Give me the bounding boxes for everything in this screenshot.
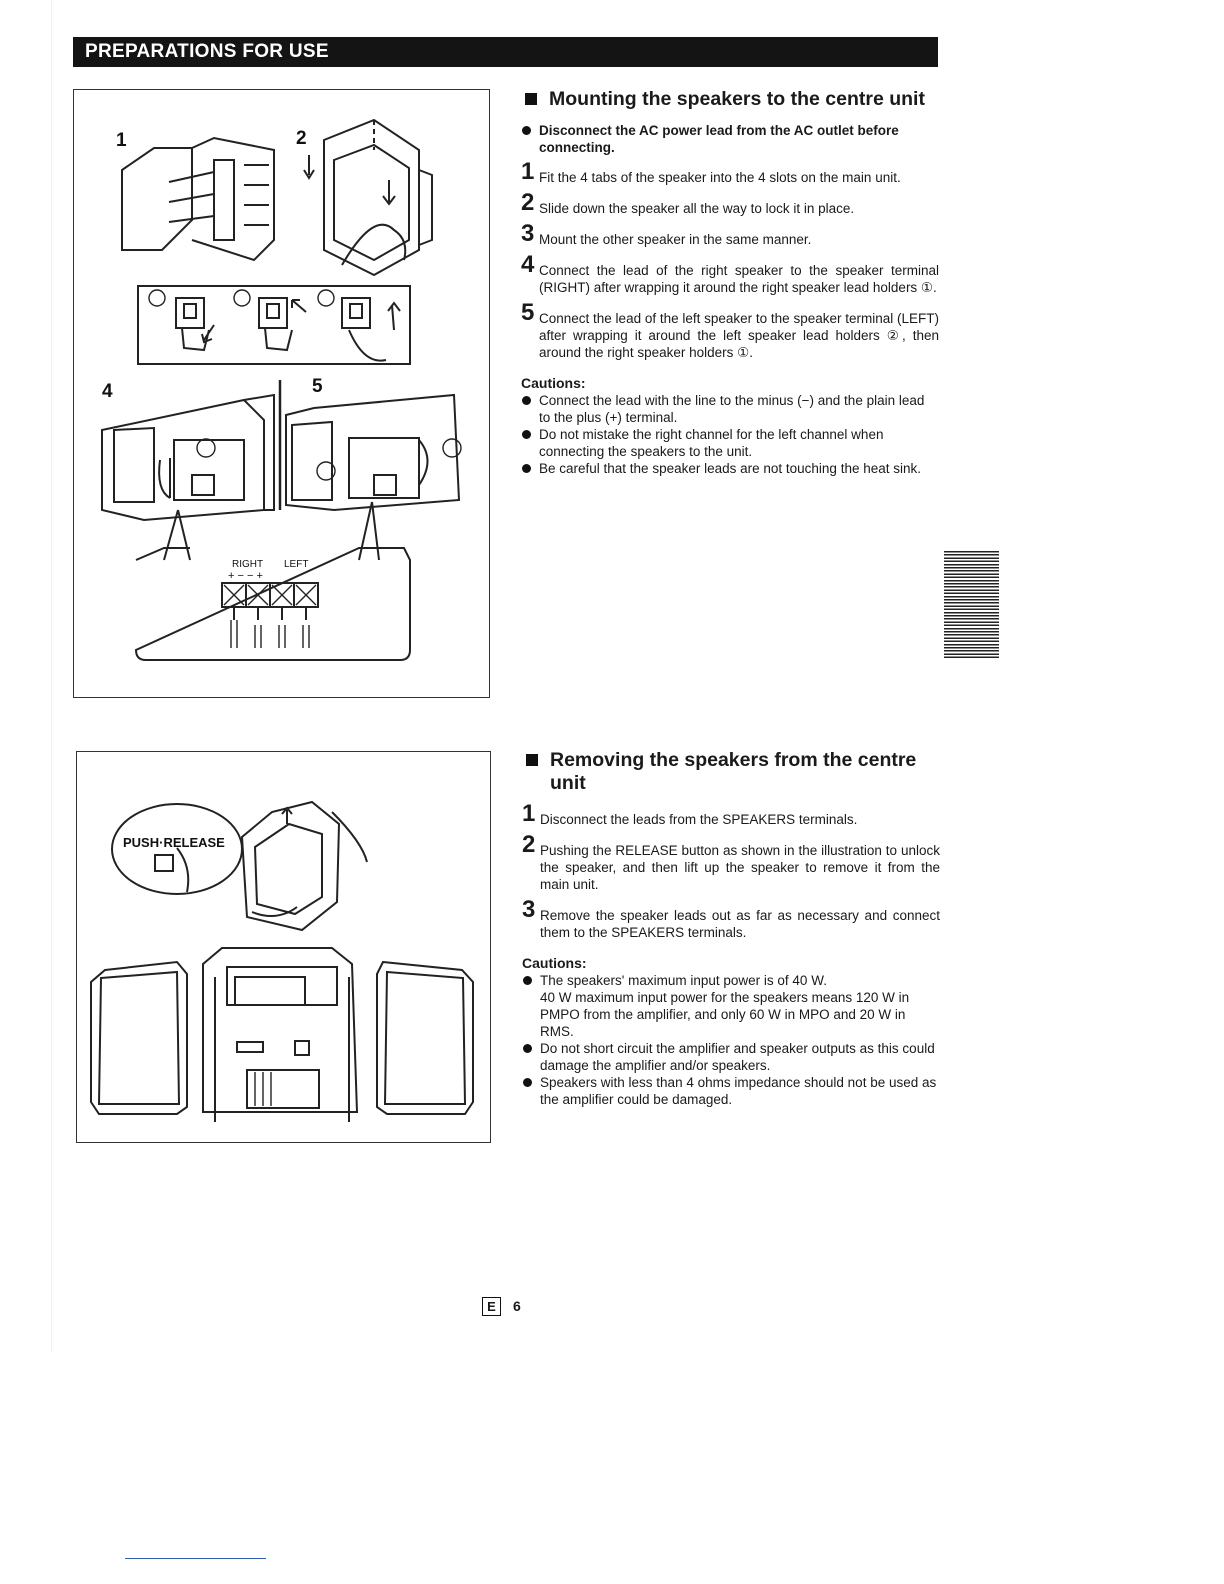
step-text: Connect the lead of the right speaker to the speaker terminal (RIGHT) after wrapping it around the right speaker lead holders ①. — [539, 263, 939, 295]
step-number: 5 — [521, 299, 535, 326]
removing-title-text: Removing the speakers from the centre unit — [550, 749, 917, 794]
power-warning — [521, 122, 939, 156]
down-arrow — [383, 180, 395, 204]
section-header-bar — [73, 37, 938, 67]
step-text: Slide down the speaker all the way to lock it in place. — [539, 201, 855, 216]
mounting-step-1 — [521, 158, 939, 186]
page-number: 6 — [513, 1298, 521, 1314]
caution-item — [521, 460, 939, 477]
step-text: Remove the speaker leads out as far as necessary and connect them to the SPEAKERS terminals. — [540, 908, 940, 940]
circled-number-3 — [318, 290, 334, 306]
mounting-cautions-title: Cautions: — [521, 375, 586, 391]
square-bullet-icon — [525, 93, 537, 105]
removing-step-3 — [522, 896, 940, 941]
caution-item — [522, 972, 940, 1040]
caution-text: Speakers with less than 4 ohms impedance should not be used as the amplifier could be damaged. — [540, 1075, 937, 1107]
bullet-icon — [523, 976, 532, 985]
mounting-step-5 — [521, 299, 939, 361]
removing-heading — [522, 749, 940, 795]
step-number: 1 — [521, 158, 535, 185]
power-note-text: 40 W maximum input power for the speakers means 120 W in PMPO from the amplifier, and only 60 W in MPO and 20 W in RMS. — [540, 990, 910, 1039]
circled-number-1 — [149, 290, 165, 306]
circled-number-2 — [234, 290, 250, 306]
holder-2-marker — [443, 439, 461, 457]
caution-text: Connect the lead with the line to the minus (−) and the plain lead to the plus (+) terminal. — [539, 393, 925, 425]
step-number: 3 — [522, 896, 536, 923]
right-speaker-outline — [377, 962, 473, 1114]
caution-text: Do not short circuit the amplifier and speaker outputs as this could damage the amplifier and/or speakers. — [540, 1041, 935, 1073]
bullet-icon — [522, 464, 531, 473]
step-text: Mount the other speaker in the same manner. — [539, 232, 812, 247]
mounting-section — [521, 88, 939, 477]
square-bullet-icon — [526, 754, 538, 766]
mounting-illustration — [73, 89, 490, 698]
mounting-step-2 — [521, 189, 939, 217]
bullet-icon — [522, 126, 531, 135]
terminal-left-label: LEFT — [284, 559, 309, 570]
step-text: Connect the lead of the left speaker to the speaker terminal (LEFT) after wrapping it around the left speaker lead holders ②, then around the right speaker holders ①. — [539, 311, 939, 360]
language-mark: E — [482, 1297, 501, 1316]
terminal-right-label: RIGHT — [232, 559, 264, 570]
push-release-label: PUSH·RELEASE — [123, 835, 225, 850]
step-text: Pushing the RELEASE button as shown in the illustration to unlock the speaker, and then lift up the speaker to remove it from the main unit. — [540, 843, 940, 892]
step-number: 3 — [521, 220, 535, 247]
caution-item — [521, 426, 939, 460]
removing-cautions-title: Cautions: — [522, 955, 587, 971]
mounting-title-text: Mounting the speakers to the centre unit — [549, 88, 925, 110]
step-number: 4 — [521, 251, 535, 278]
section-title: PREPARATIONS FOR USE — [85, 41, 329, 62]
mounting-step-3 — [521, 220, 939, 248]
removing-section — [522, 749, 940, 1108]
caution-item — [522, 1040, 940, 1074]
step-number: 2 — [521, 189, 535, 216]
step-label-5: 5 — [312, 376, 323, 397]
caution-text: Do not mistake the right channel for the left channel when connecting the speakers to the unit. — [539, 427, 884, 459]
removing-step-1 — [522, 800, 940, 828]
removing-illustration — [76, 751, 491, 1143]
step-number: 1 — [522, 800, 536, 827]
rear-view-left — [286, 395, 459, 510]
bullet-icon — [523, 1044, 532, 1053]
left-speaker-outline — [91, 962, 187, 1114]
holder-1-marker — [197, 439, 215, 457]
removing-diagram — [77, 752, 490, 1142]
mounting-step-4 — [521, 251, 939, 296]
bullet-icon — [522, 430, 531, 439]
power-warning-text: Disconnect the AC power lead from the AC outlet before connecting. — [539, 123, 899, 155]
step-label-4: 4 — [102, 381, 113, 402]
caution-item — [521, 392, 939, 426]
mounting-diagram — [74, 90, 489, 697]
caution-text: The speakers' maximum input power is of 40 W. — [540, 973, 827, 988]
mounting-heading — [521, 88, 939, 111]
section-thumb-tab — [944, 551, 999, 659]
footnote-rule — [125, 1558, 266, 1559]
step-number: 2 — [522, 831, 536, 858]
terminal-block — [222, 583, 318, 648]
bullet-icon — [522, 396, 531, 405]
caution-text: Be careful that the speaker leads are not touching the heat sink. — [539, 461, 921, 476]
step-label-1: 1 — [116, 130, 127, 151]
step-label-2: 2 — [296, 128, 307, 149]
down-arrow — [304, 155, 314, 178]
removing-step-2 — [522, 831, 940, 893]
page-footer — [482, 1297, 521, 1316]
up-arrow — [282, 808, 292, 824]
terminal-polarity: + − − + — [228, 570, 263, 582]
step-text: Disconnect the leads from the SPEAKERS terminals. — [540, 812, 858, 827]
bullet-icon — [523, 1078, 532, 1087]
step-text: Fit the 4 tabs of the speaker into the 4 slots on the main unit. — [539, 170, 901, 185]
caution-item — [522, 1074, 940, 1108]
